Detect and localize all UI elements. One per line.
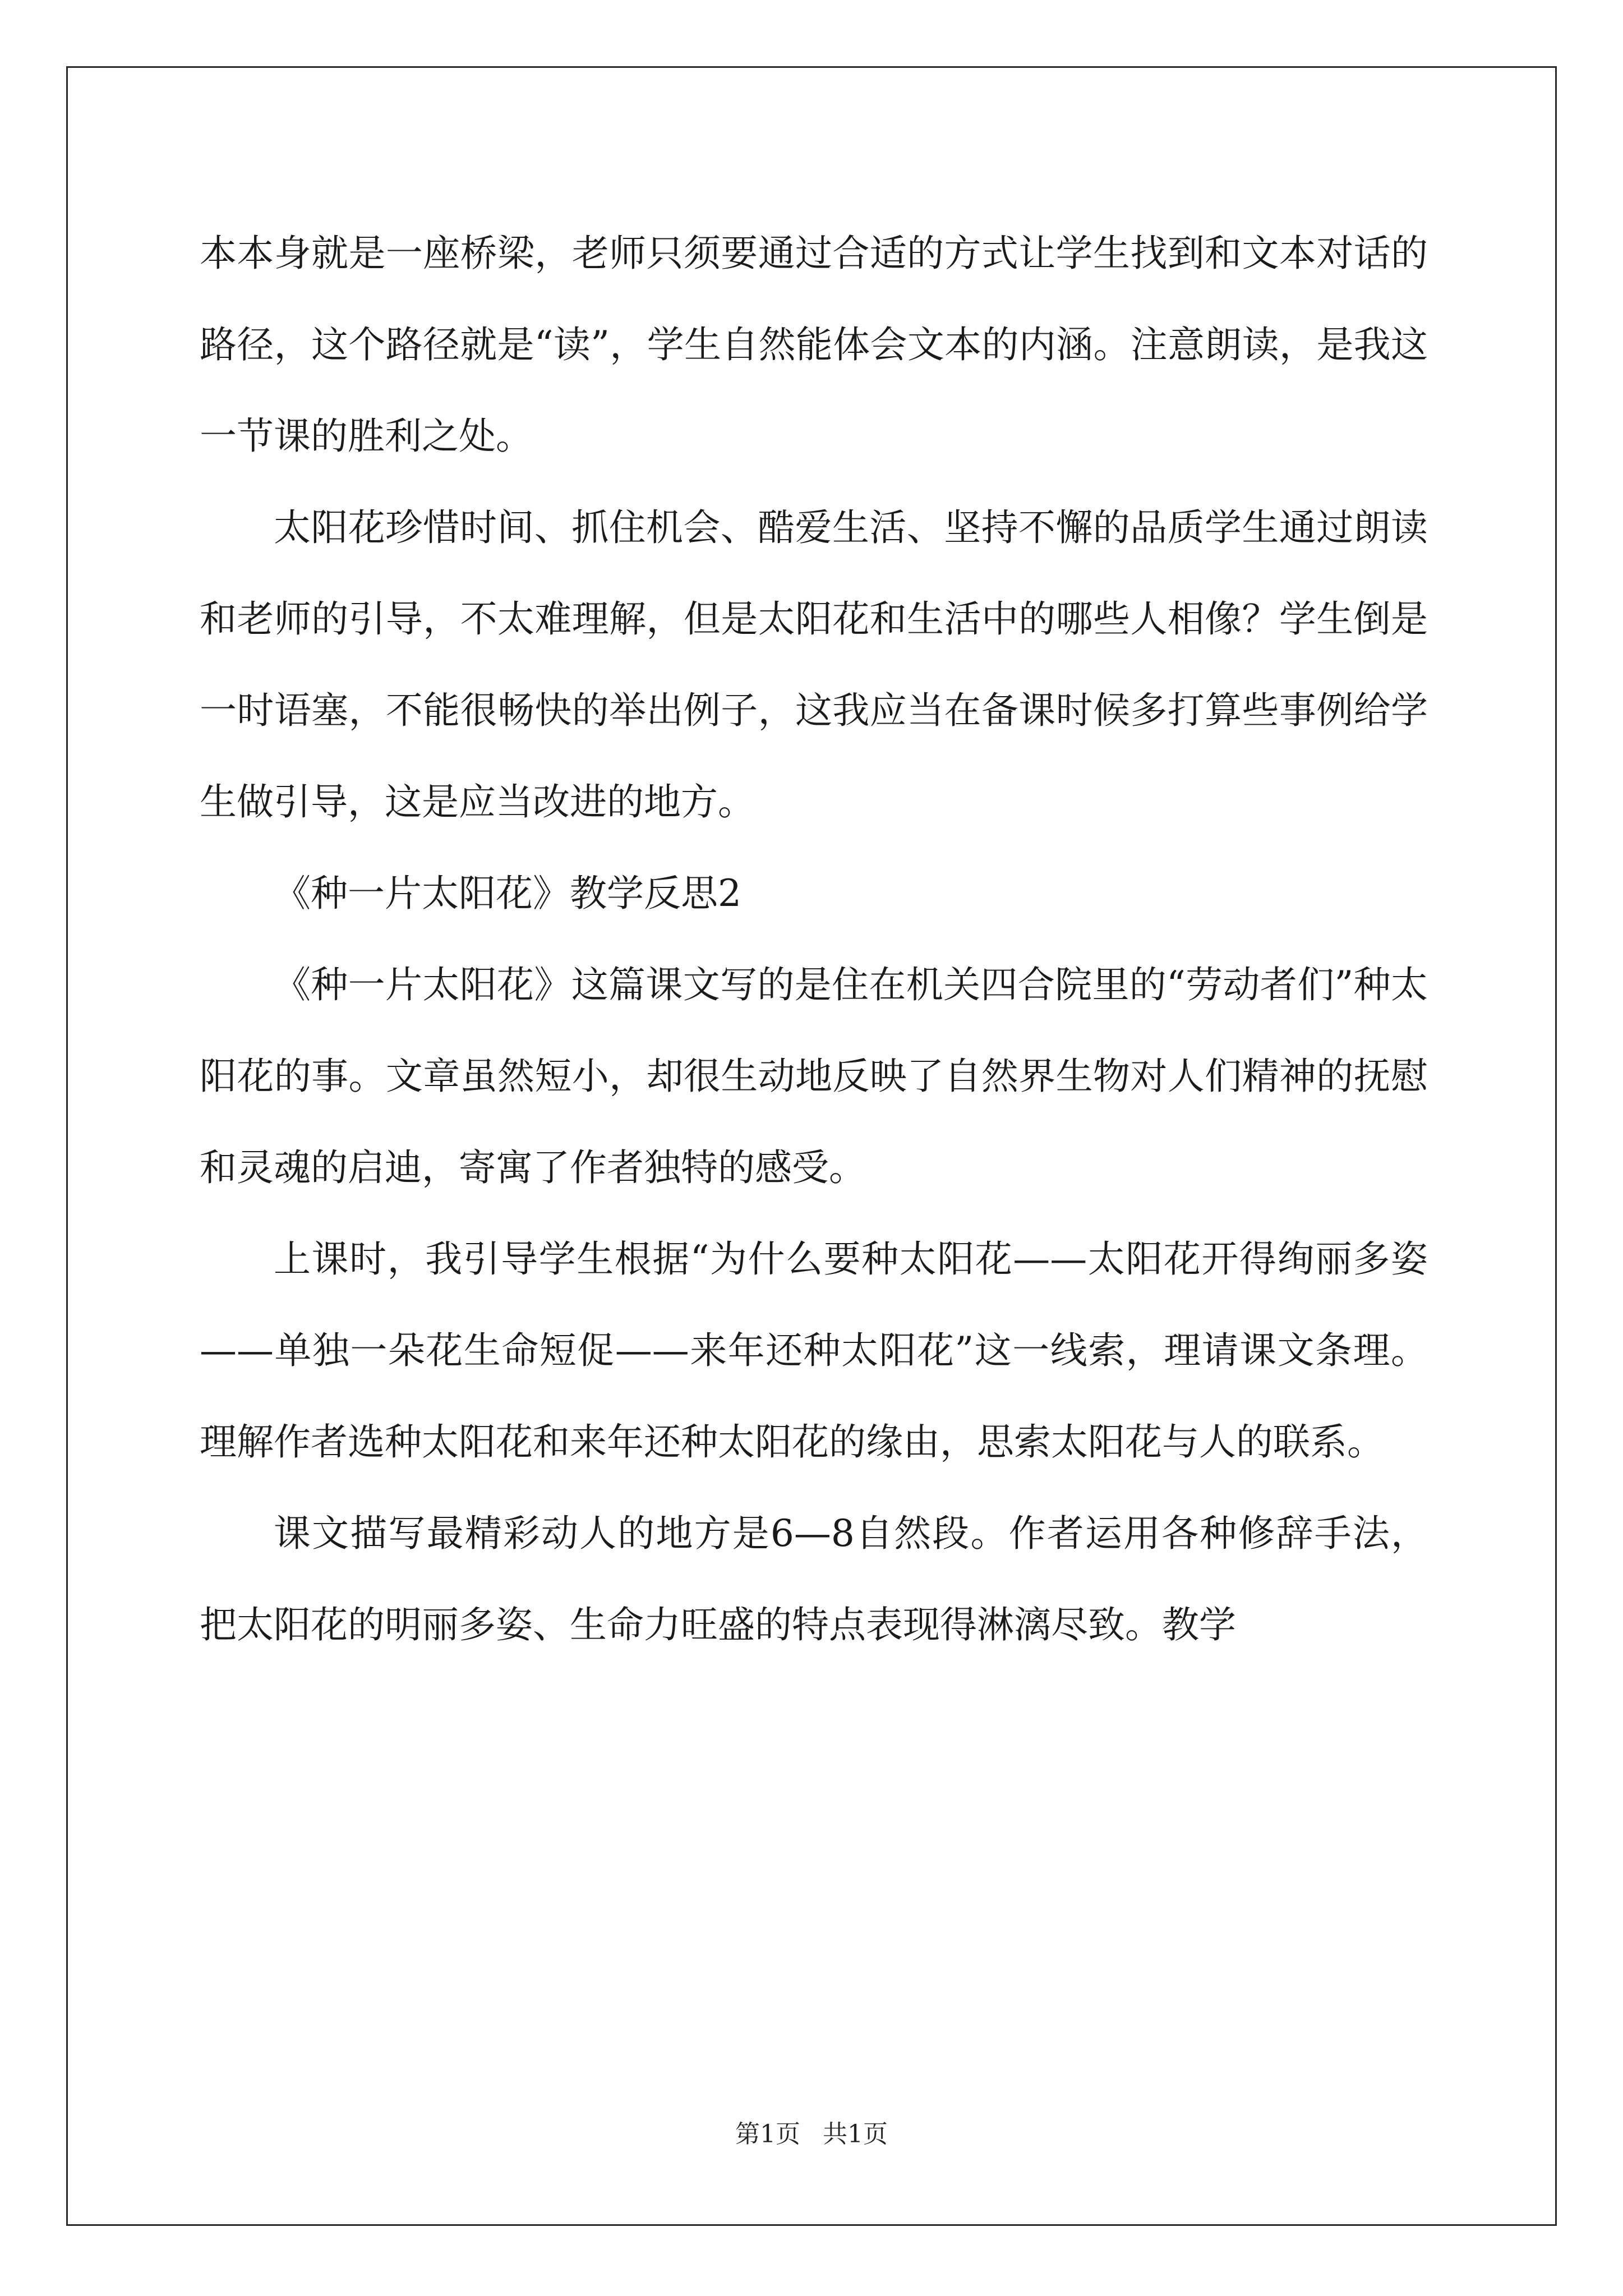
page-footer bbox=[0, 2118, 1623, 2151]
paragraph-3: 《种一片太阳花》这篇课文写的是住在机关四合院里的“劳动者们”种太阳花的事。文章虽然短小，却很生动地反映了自然界生物对人们精神的抚慰和灵魂的启迪，寄寓了作者独特的感受。 bbox=[200, 963, 1428, 1189]
paragraph-4: 上课时，我引导学生根据“为什么要种太阳花——太阳花开得绚丽多姿——单独一朵花生命短促——来年还种太阳花”这一线索，理请课文条理。理解作者选种太阳花和来年还种太阳花的缘由，思索太阳花与人的联系。 bbox=[200, 1237, 1428, 1464]
page-total: 共1页 bbox=[823, 2120, 888, 2148]
paragraph-1: 本本身就是一座桥梁，老师只须要通过合适的方式让学生找到和文本对话的路径，这个路径就是“读”，学生自然能体会文本的内涵。注意朗读，是我这一节课的胜利之处。 bbox=[200, 232, 1428, 458]
paragraph-5: 课文描写最精彩动人的地方是6—8自然段。作者运用各种修辞手法，把太阳花的明丽多姿、生命力旺盛的特点表现得淋漓尽致。教学 bbox=[200, 1512, 1428, 1646]
section-heading: 《种一片太阳花》教学反思2 bbox=[274, 872, 741, 915]
paragraph-2: 太阳花珍惜时间、抓住机会、酷爱生活、坚持不懈的品质学生通过朗读和老师的引导，不太难理解，但是太阳花和生活中的哪些人相像？学生倒是一时语塞，不能很畅快的举出例子，这我应当在备课时候多打算些事例给学生做引导，这是应当改进的地方。 bbox=[200, 506, 1428, 823]
page-number: 第1页 bbox=[735, 2120, 800, 2148]
document-body bbox=[200, 208, 1428, 1671]
